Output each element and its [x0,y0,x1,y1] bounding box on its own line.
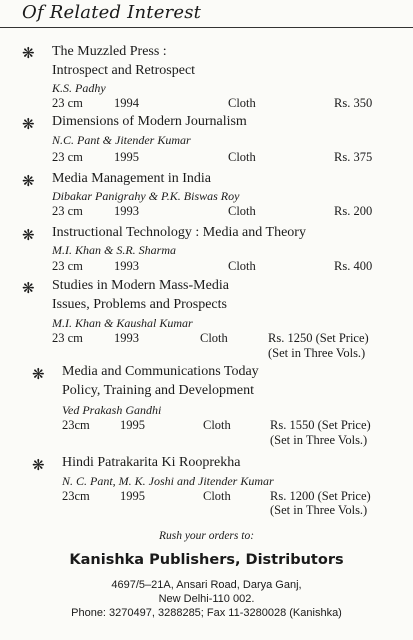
book-title: Media Management in India [52,171,212,186]
book-title: The Muzzled Press : [52,44,167,59]
bullet-star-icon: ❋ [22,226,35,244]
book-binding: Cloth [228,204,256,218]
book-price: Rs. 350 [334,96,373,110]
book-binding: Cloth [228,96,256,110]
book-year: 1994 [114,96,139,110]
phone-fax-line: Phone: 3270497, 3288285; Fax 11-3280028 (Kanishka) [71,607,342,619]
book-authors: N. C. Pant, M. K. Joshi and Jitender Kumar [62,474,274,488]
bullet-star-icon: ❋ [32,456,45,474]
book-title: Introspect and Retrospect [52,63,196,78]
book-size: 23 cm [52,150,83,164]
heading-rule [0,27,413,28]
book-year: 1993 [114,259,139,273]
book-size: 23 cm [52,331,83,345]
book-price: Rs. 1200 (Set Price) [270,489,371,503]
book-size: 23cm [62,418,90,432]
book-title: Media and Communications Today [62,364,259,379]
book-authors: Dibakar Panigrahy & P.K. Biswas Roy [52,189,240,203]
book-year: 1995 [120,489,145,503]
book-year: 1993 [114,331,139,345]
bullet-star-icon: ❋ [22,172,35,190]
book-binding: Cloth [203,489,231,503]
book-price-note: (Set in Three Vols.) [268,346,366,360]
book-size: 23 cm [52,96,83,110]
book-price: Rs. 400 [334,259,373,273]
book-size: 23 cm [52,259,83,273]
address-line-1: 4697/5–21A, Ansari Road, Darya Ganj, [111,579,302,591]
book-year: 1995 [120,418,145,432]
book-authors: M.I. Khan & S.R. Sharma [52,243,176,257]
book-title: Policy, Training and Development [62,383,254,398]
book-authors: Ved Prakash Gandhi [62,403,162,417]
address-line-2: New Delhi-110 002. [158,593,255,605]
book-title: Studies in Modern Mass-Media [52,278,229,293]
book-price-note: (Set in Three Vols.) [270,503,368,517]
bullet-star-icon: ❋ [22,115,35,133]
book-price: Rs. 200 [334,204,373,218]
book-title: Hindi Patrakarita Ki Rooprekha [62,455,241,470]
book-title: Instructional Technology : Media and Theory [52,225,306,240]
publisher-name: Kanishka Publishers, Distributors [69,552,344,568]
book-authors: M.I. Khan & Kaushal Kumar [52,316,193,330]
book-year: 1995 [114,150,139,164]
book-binding: Cloth [228,150,256,164]
book-authors: N.C. Pant & Jitender Kumar [52,133,191,147]
book-year: 1993 [114,204,139,218]
book-title: Dimensions of Modern Journalism [52,114,247,129]
book-title: Issues, Problems and Prospects [52,297,227,312]
book-price-note: (Set in Three Vols.) [270,433,368,447]
book-binding: Cloth [228,259,256,273]
book-price: Rs. 375 [334,150,373,164]
page-heading: Of Related Interest [22,2,202,23]
book-size: 23 cm [52,204,83,218]
bullet-star-icon: ❋ [22,44,35,62]
book-price: Rs. 1250 (Set Price) [268,331,369,345]
book-binding: Cloth [203,418,231,432]
book-authors: K.S. Padhy [52,81,106,95]
bullet-star-icon: ❋ [22,279,35,297]
book-binding: Cloth [200,331,228,345]
bullet-star-icon: ❋ [32,365,45,383]
book-size: 23cm [62,489,90,503]
book-price: Rs. 1550 (Set Price) [270,418,371,432]
rush-orders-text: Rush your orders to: [158,530,255,542]
